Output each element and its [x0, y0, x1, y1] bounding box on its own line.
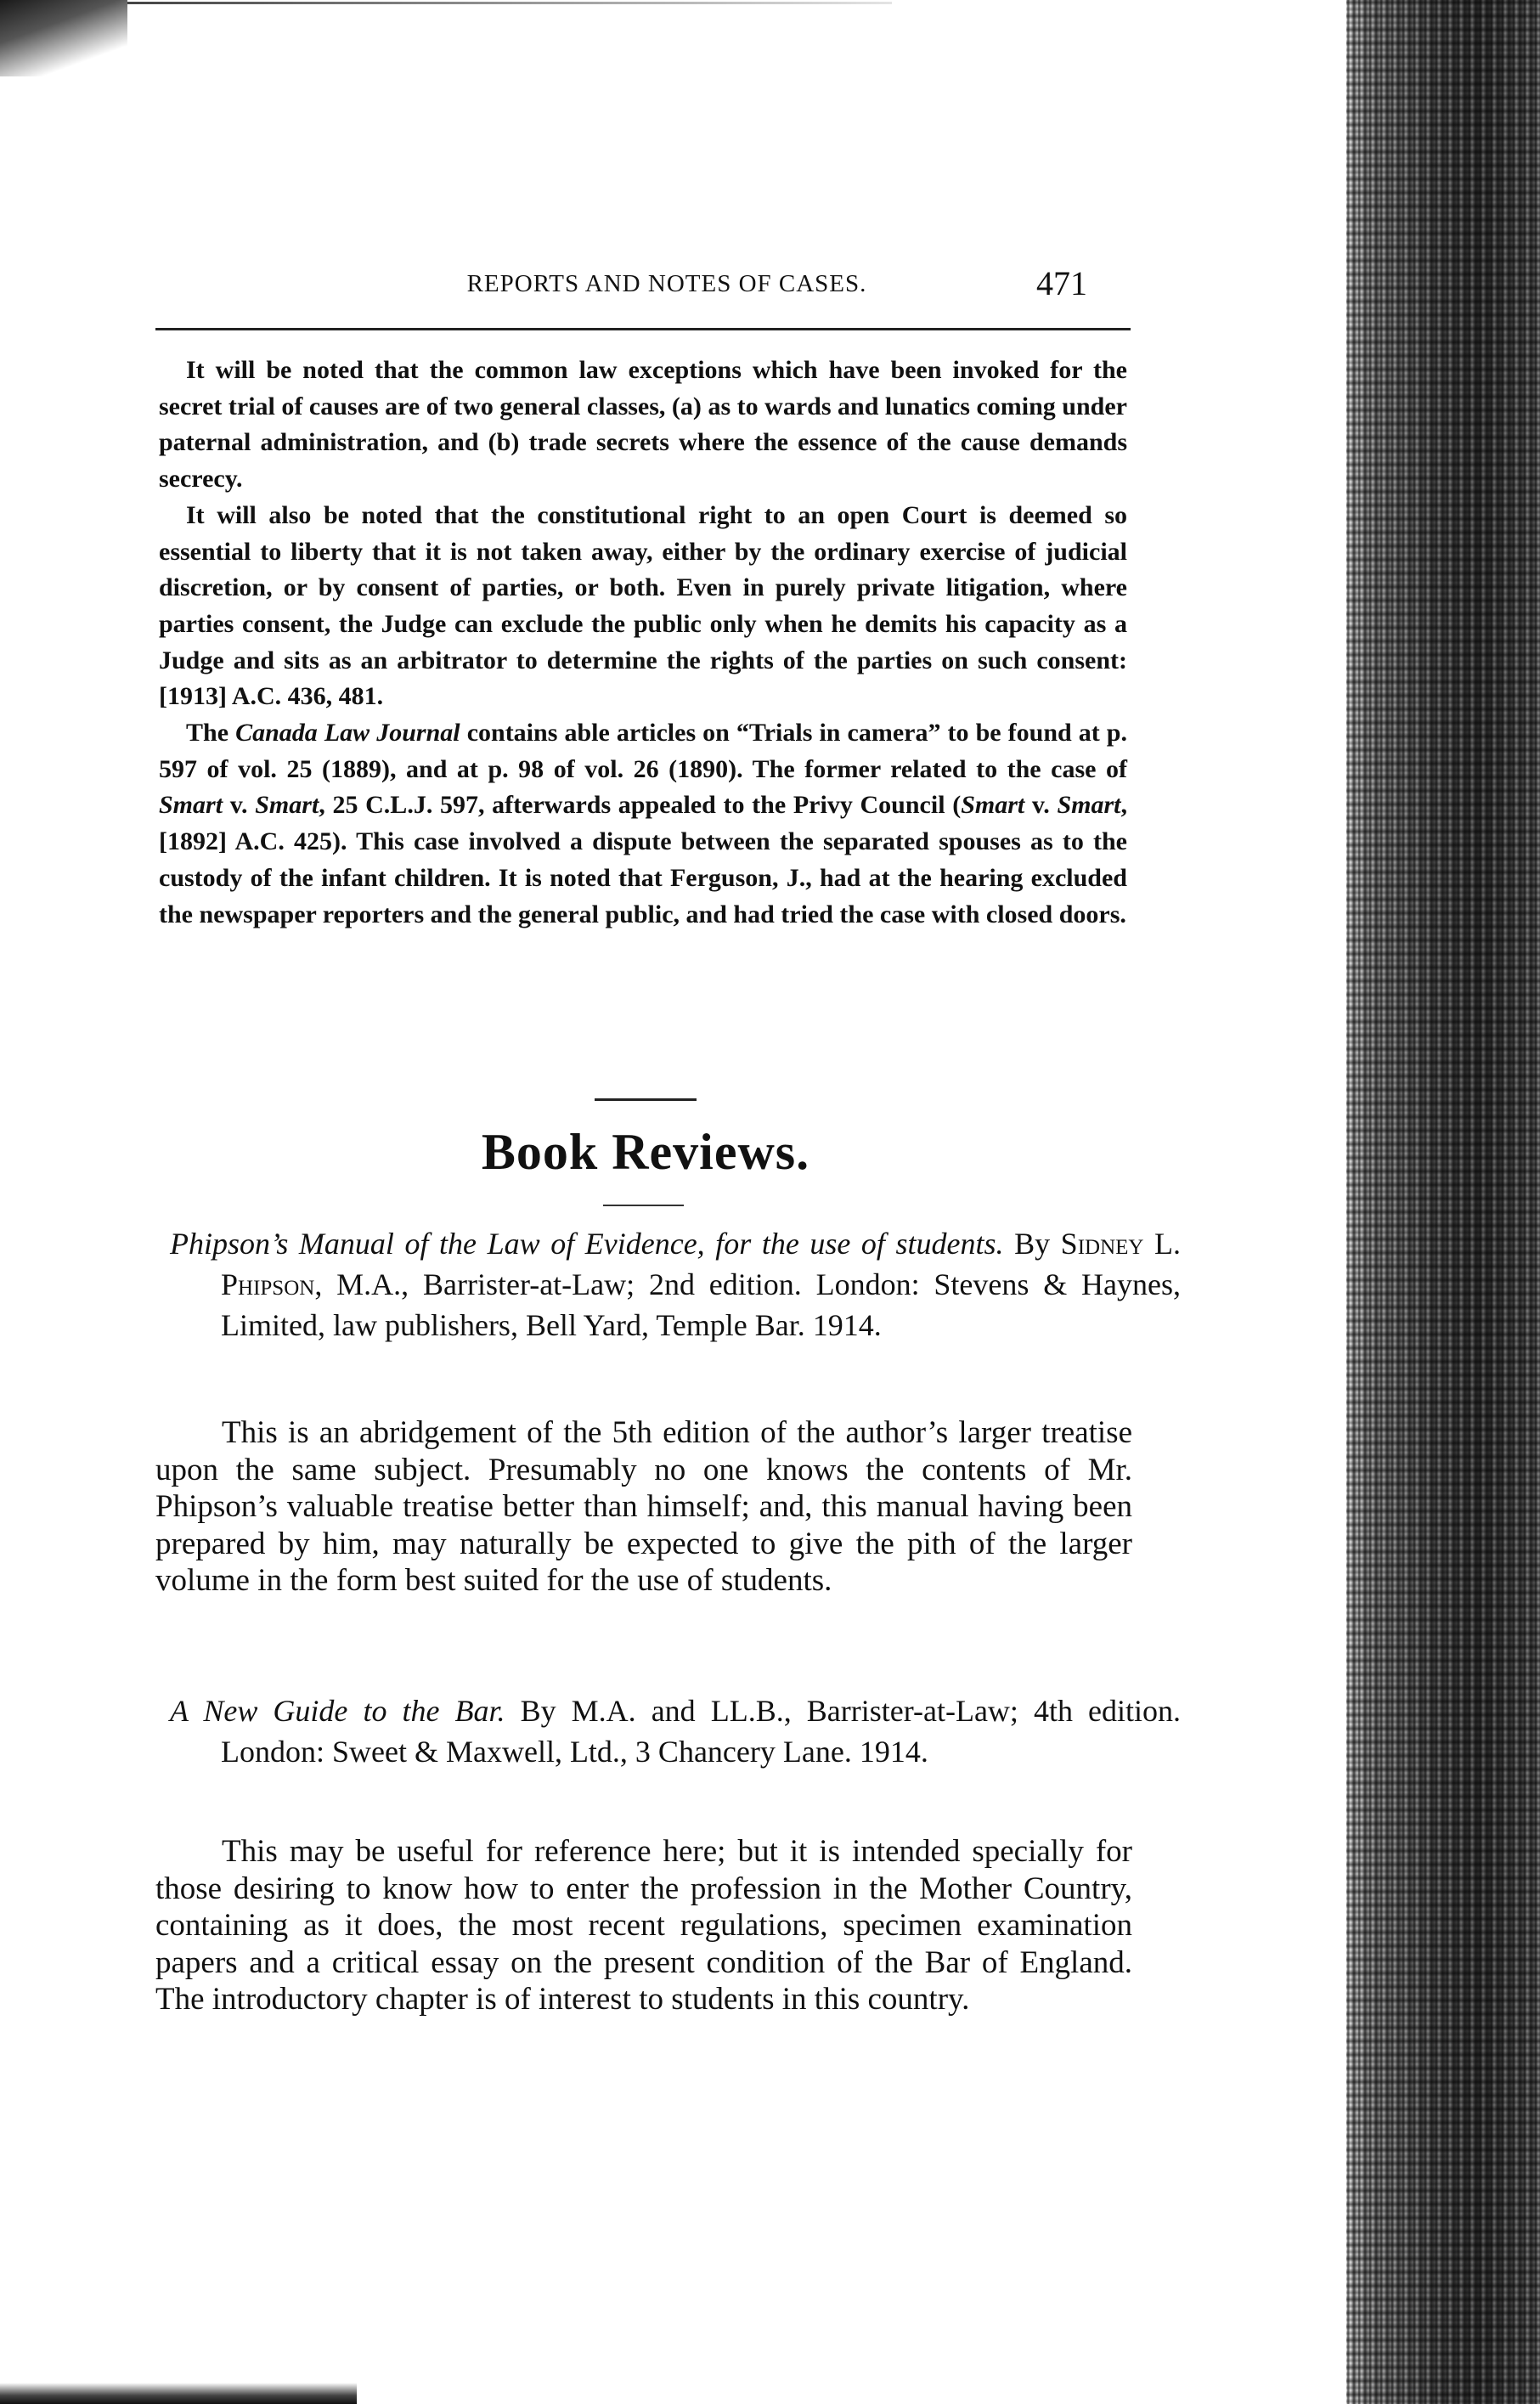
notes-paragraph-2: It will also be noted that the constitutional right to an open Court is deemed so essential to liberty that it is not taken away, either by the ordinary exercise of judicial discretion, or by consent of parties, or both. Even in purely private litigation, where parties consent, the Judge can exclude the public only when he demits his capacity as a Judge and sits as an arbitrator to determine the rights of the parties on such consent: [1913] A.C. 436, 481.	[159, 500, 1127, 711]
case-party: Smart	[961, 791, 1025, 820]
review-1-body: This is an abridgement of the 5th edition of the author’s larger treatise upon the same subject. Presumably no one knows the contents of Mr. Phipson’s valuable treatise better than himself; and, this manual having been prepared by him, may naturally be expected to give the pith of the larger volume in the form best suited for the use of students.	[155, 1415, 1132, 1598]
review-1-book-title: Phipson’s Manual of the Law of Evidence, for the use of students.	[170, 1227, 1004, 1261]
case-party: Smart	[159, 791, 223, 820]
case-party: Smart	[255, 791, 319, 820]
running-head: REPORTS AND NOTES OF CASES.	[466, 270, 867, 297]
notes-block	[159, 353, 1127, 933]
journal-name: Canada Law Journal	[235, 719, 460, 748]
section-title-book-reviews: Book Reviews.	[481, 1124, 810, 1180]
notes-paragraph-1: It will be noted that the common law exceptions which have been invoked for the secret trial of causes are of two general classes, (a) as to wards and lunatics coming under paternal administration, and (b) trade secrets where the essence of the cause demands secrecy.	[159, 356, 1127, 494]
review-2-body: This may be useful for reference here; but it is intended specially for those desiring to know how to enter the profession in the Mother Country, containing as it does, the most recent regulations, specimen examination papers and a critical essay on the present condition of the Bar of England. The introductory chapter is of interest to students in this country.	[155, 1834, 1132, 2017]
review-2-heading: A New Guide to the Bar. By M.A. and LL.B., Barrister-at-Law; 4th edition. London: Sweet & Maxwell, Ltd., 3 Chancery Lane. 1914.	[170, 1694, 1181, 1769]
section-divider	[595, 1098, 697, 1101]
section-title-rule	[603, 1205, 684, 1206]
review-2-book-title: A New Guide to the Bar.	[170, 1694, 505, 1728]
header-rule	[155, 328, 1131, 330]
notes-paragraph-3: The Canada Law Journal contains able articles on “Trials in camera” to be found at p. 597 of vol. 25 (1889), and at p. 98 of vol. 26 (1890). The former related to the case of Smart v. Smart, 25 C.L.J. 597, afterwards appealed to the Privy Council (Smart v. Smart, [1892] A.C. 425). This case involved a dispute between the separated spouses as to the custody of the infant children. It is noted that Ferguson, J., had at the hearing excluded the newspaper reporters and the general public, and had tried the case with closed doors.	[159, 719, 1127, 928]
page-number: 471	[1036, 264, 1087, 302]
case-party: Smart	[1057, 791, 1121, 820]
review-1-author: Sidney L. Phipson	[221, 1227, 1182, 1301]
review-1-heading: Phipson’s Manual of the Law of Evidence, for the use of students. By Sidney L. Phipson, M.A., Barrister-at-Law; 2nd edition. London: Stevens & Haynes, Limited, law publishers, Bell Yard, Temple Bar. 1914.	[170, 1227, 1182, 1342]
